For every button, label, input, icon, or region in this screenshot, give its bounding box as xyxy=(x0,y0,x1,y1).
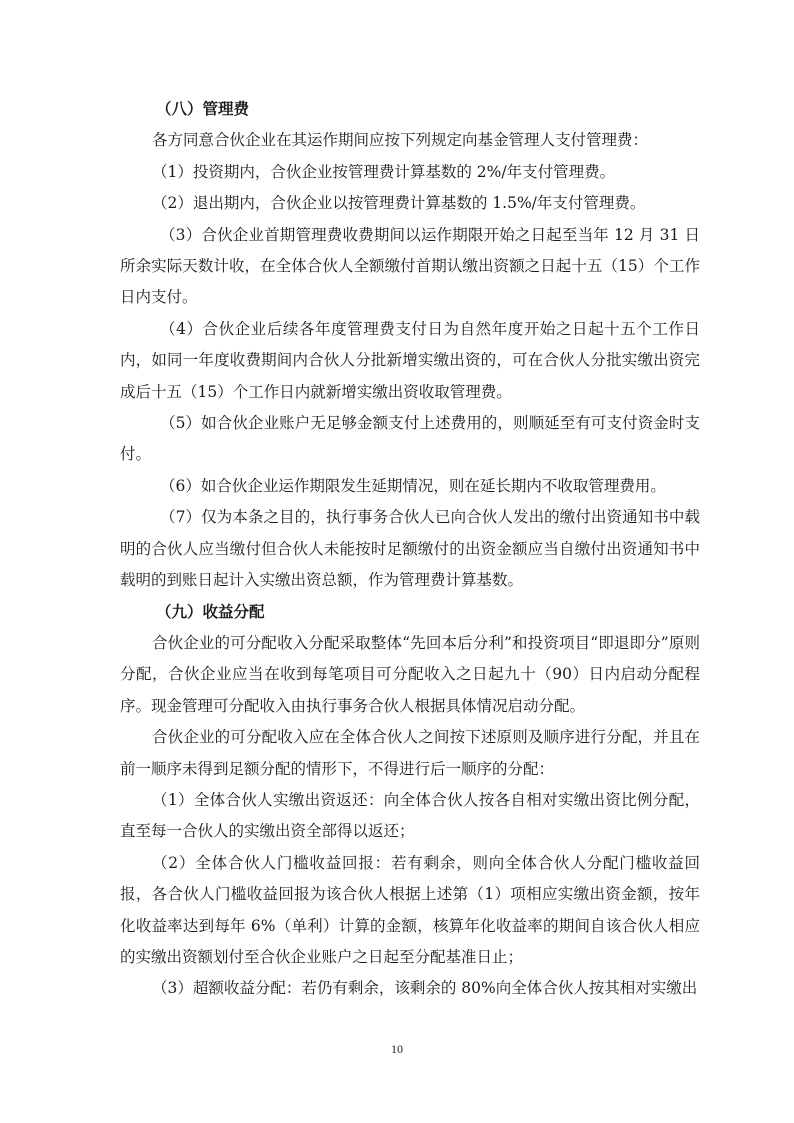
paragraph: （4）合伙企业后续各年度管理费支付日为自然年度开始之日起十五个工作日内，如同一年度收费期间内合伙人分批新增实缴出资的，可在合伙人分批实缴出资完成后十五（15）个工作日内就新增实缴出资收取管理费。 xyxy=(120,319,700,401)
section-heading-management-fee: （八）管理费 xyxy=(156,100,250,118)
section-heading-income-distribution: （九）收益分配 xyxy=(156,602,265,621)
paragraph: （7）仅为本条之目的，执行事务合伙人已向合伙人发出的缴付出资通知书中载明的合伙人应当缴付但合伙人未能按时足额缴付的出资金额应当自缴付出资通知书中载明的到账日起计入实缴出资总额，作为管理费计算基数。 xyxy=(120,508,700,590)
paragraph: 合伙企业的可分配收入应在全体合伙人之间按下述原则及顺序进行分配，并且在前一顺序未得到足额分配的情形下，不得进行后一顺序的分配： xyxy=(120,728,700,778)
paragraph: 合伙企业的可分配收入分配采取整体“先回本后分利”和投资项目“即退即分”原则分配，合伙企业应当在收到每笔项目可分配收入之日起九十（90）日内启动分配程序。现金管理可分配收入由执行事务合伙人根据具体情况启动分配。 xyxy=(120,633,700,715)
paragraph: （2）全体合伙人门槛收益回报：若有剩余，则向全体合伙人分配门槛收益回报，各合伙人门槛收益回报为该合伙人根据上述第（1）项相应实缴出资金额，按年化收益率达到每年 6%（单利）计算的金额，核算年化收益率的期间自该合伙人相应的实缴出资额划付至合伙企业账户之日起至分配基准日止； xyxy=(120,853,700,966)
paragraph: （3）合伙企业首期管理费收费期间以运作期限开始之日起至当年 12 月 31 日所余实际天数计收，在全体合伙人全额缴付首期认缴出资额之日起十五（15）个工作日内支付。 xyxy=(120,225,700,307)
paragraph: （1）投资期内，合伙企业按管理费计算基数的 2%/年支付管理费。 xyxy=(152,162,616,181)
paragraph: （2）退出期内，合伙企业以按管理费计算基数的 1.5%/年支付管理费。 xyxy=(152,194,646,213)
paragraph: （3）超额收益分配：若仍有剩余，该剩余的 80%向全体合伙人按其相对实缴出 xyxy=(152,979,698,998)
paragraph: （1）全体合伙人实缴出资返还：向全体合伙人按各自相对实缴出资比例分配，直至每一合伙人的实缴出资全部得以返还； xyxy=(120,790,700,841)
document-body xyxy=(120,94,700,1005)
page-number: 10 xyxy=(391,1042,403,1056)
paragraph: （5）如合伙企业账户无足够金额支付上述费用的，则顺延至有可支付资金时支付。 xyxy=(120,414,700,464)
paragraph: （6）如合伙企业运作期限发生延期情况，则在延长期内不收取管理费用。 xyxy=(160,476,666,495)
paragraph: 各方同意合伙企业在其运作期间应按下列规定向基金管理人支付管理费： xyxy=(152,131,649,150)
